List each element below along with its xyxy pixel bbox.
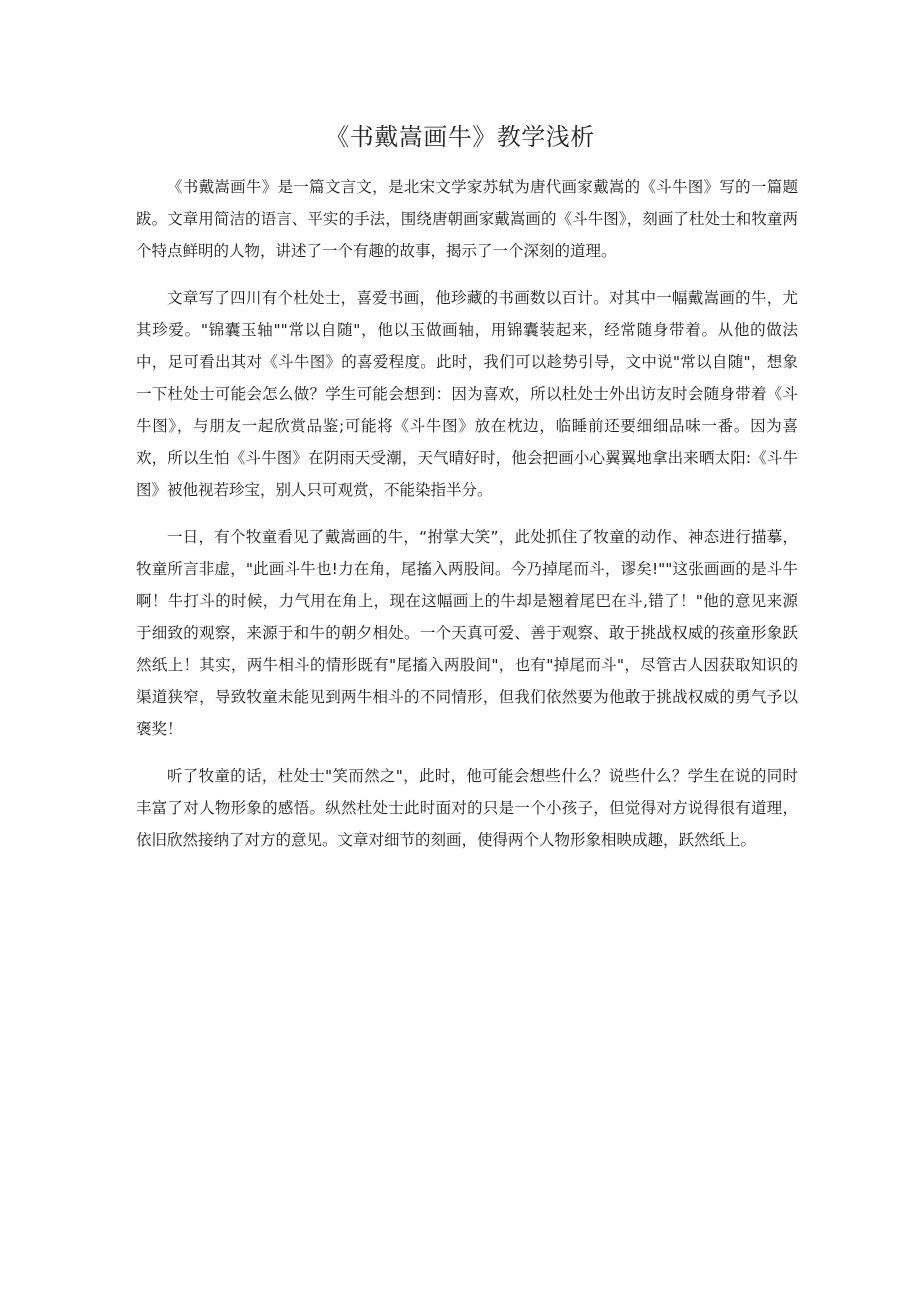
document-body <box>136 171 798 871</box>
paragraph-intro: 《书戴嵩画牛》是一篇文言文，是北宋文学家苏轼为唐代画家戴嵩的《斗牛图》写的一篇题跋。文章用简洁的语言、平实的手法，围绕唐朝画家戴嵩画的《斗牛图》，刻画了杜处士和牧童两个特点鲜明的人物，讲述了一个有趣的故事，揭示了一个深刻的道理。 <box>136 178 798 260</box>
paragraph-shepherd-boy: 一日，有个牧童看见了戴嵩画的牛，“拊掌大笑”，此处抓住了牧童的动作、神态进行描摹，牧童所言非虚，"此画斗牛也!力在角，尾搐入两股间。今乃掉尾而斗，谬矣!""这张画画的是斗牛啊！牛打斗的时候，力气用在角上，现在这幅画上的牛却是翘着尾巴在斗,错了！"他的意见来源于细致的观察，来源于和牛的朝夕相处。一个天真可爱、善于观察、敢于挑战权威的孩童形象跃然纸上！其实，两牛相斗的情形既有"尾搐入两股间"，也有"掉尾而斗"，尽管古人因获取知识的渠道狭窄，导致牧童未能见到两牛相斗的不同情形，但我们依然要为他敢于挑战权威的勇气予以褒奖！ <box>136 528 798 738</box>
paragraph-conclusion: 听了牧童的话，杜处士"笑而然之"，此时，他可能会想些什么？说些什么？学生在说的同时丰富了对人物形象的感悟。纵然杜处士此时面对的只是一个小孩子，但觉得对方说得很有道理，依旧欣然接纳了对方的意见。文章对细节的刻画，使得两个人物形象相映成趣，跃然纸上。 <box>136 767 798 849</box>
document-title: 《书戴嵩画牛》教学浅析 <box>325 123 595 151</box>
paragraph-du-chushi: 文章写了四川有个杜处士，喜爱书画，他珍藏的书画数以百计。对其中一幅戴嵩画的牛，尤其珍爱。"锦囊玉轴""常以自随"，他以玉做画轴，用锦囊装起来，经常随身带着。从他的做法中，足可看出其对《斗牛图》的喜爱程度。此时，我们可以趁势引导，文中说"常以自随"，想象一下杜处士可能会怎么做？学生可能会想到：因为喜欢，所以杜处士外出访友时会随身带着《斗牛图》，与朋友一起欣赏品鉴;可能将《斗牛图》放在枕边，临睡前还要细细品味一番。因为喜欢，所以生怕《斗牛图》在阴雨天受潮，天气晴好时，他会把画小心翼翼地拿出来晒太阳:《斗牛图》被他视若珍宝，别人只可观赏，不能染指半分。 <box>136 289 798 499</box>
